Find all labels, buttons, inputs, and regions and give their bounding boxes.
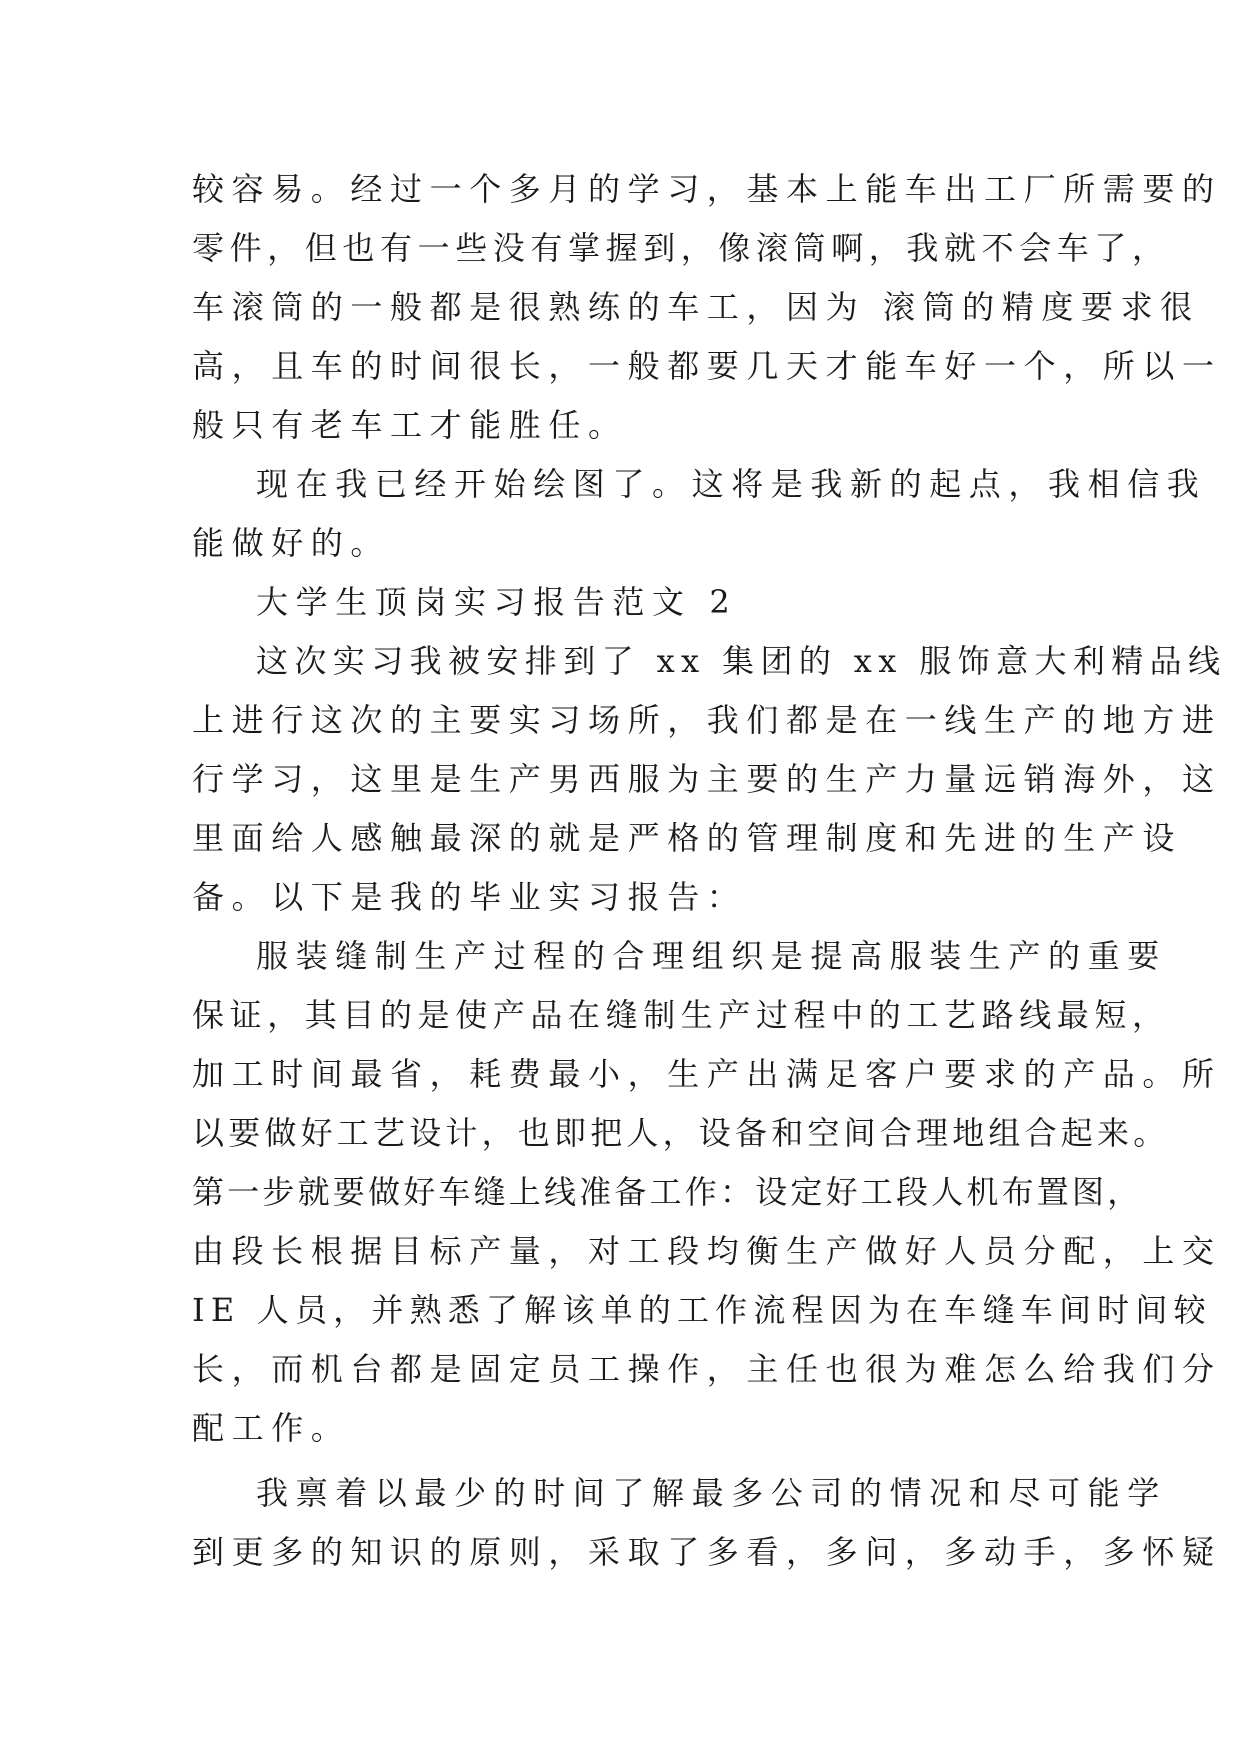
text-line: 零件，但也有一些没有掌握到，像滚筒啊，我就不会车了， (192, 229, 1170, 267)
text-line: 较容易。经过一个多月的学习，基本上能车出工厂所需要的 (192, 170, 1222, 208)
paragraph-first-line: 这次实习我被安排到了 xx 集团的 xx 服饰意大利精品线 (256, 642, 1227, 680)
text-line: 配工作。 (192, 1409, 351, 1447)
document-body (192, 160, 1227, 1582)
text-line: 加工时间最省，耗费最小，生产出满足客户要求的产品。所 (192, 1055, 1222, 1093)
text-line: 行学习，这里是生产男西服为主要的生产力量远销海外，这 (192, 760, 1222, 798)
text-line: 备。以下是我的毕业实习报告： (192, 878, 747, 916)
text-line: 能做好的。 (192, 524, 391, 562)
text-line: IE 人员，并熟悉了解该单的工作流程因为在车缝车间时间较 (192, 1291, 1212, 1329)
text-line: 保证，其目的是使产品在缝制生产过程中的工艺路线最短， (192, 996, 1170, 1034)
text-line: 车滚筒的一般都是很熟练的车工，因为 滚筒的精度要求很 (192, 288, 1200, 326)
text-line: 上进行这次的主要实习场所，我们都是在一线生产的地方进 (192, 701, 1222, 739)
text-line: 到更多的知识的原则，采取了多看，多问，多动手，多怀疑 (192, 1533, 1222, 1571)
section-heading: 大学生顶岗实习报告范文 2 (256, 583, 738, 621)
paragraph-first-line: 现在我已经开始绘图了。这将是我新的起点，我相信我 (256, 465, 1207, 503)
paragraph-first-line: 服装缝制生产过程的合理组织是提高服装生产的重要 (256, 937, 1167, 975)
paragraph-first-line: 我禀着以最少的时间了解最多公司的情况和尽可能学 (256, 1474, 1167, 1512)
text-line: 第一步就要做好车缝上线准备工作：设定好工段人机布置图， (192, 1173, 1143, 1211)
text-line: 以要做好工艺设计，也即把人，设备和空间合理地组合起来。 (192, 1114, 1170, 1152)
text-line: 长，而机台都是固定员工操作，主任也很为难怎么给我们分 (192, 1350, 1222, 1388)
text-line: 高，且车的时间很长，一般都要几天才能车好一个，所以一 (192, 347, 1222, 385)
text-line: 般只有老车工才能胜任。 (192, 406, 628, 444)
text-line: 里面给人感触最深的就是严格的管理制度和先进的生产设 (192, 819, 1183, 857)
text-line: 由段长根据目标产量，对工段均衡生产做好人员分配，上交 (192, 1232, 1222, 1270)
